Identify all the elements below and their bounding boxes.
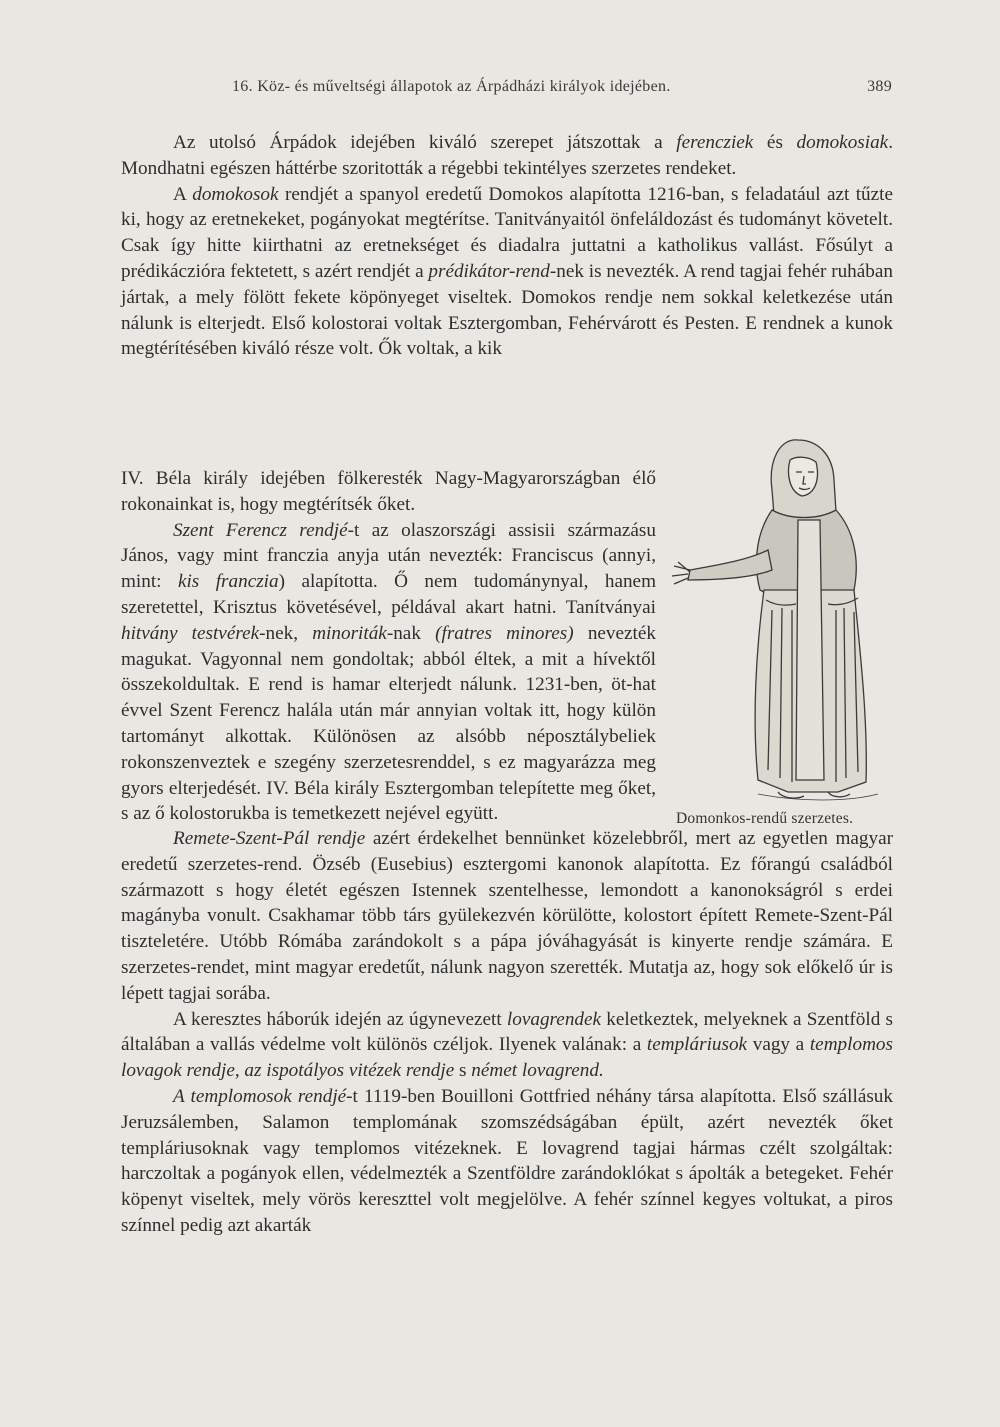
- text-run: keletkeztek, melyeknek a Szentföld s általában a vallás védelme volt különös czéljok. Ilyenek valának: a: [121, 1008, 893, 1056]
- running-header: [232, 78, 892, 96]
- italic-term: templomos lovagok rendje, az ispotályos vitézek rendje: [121, 1034, 893, 1082]
- italic-term: minoriták: [312, 622, 387, 644]
- italic-term: kis franczia: [177, 571, 279, 593]
- text-run: nevezték magukat. Vagyonnal nem gondoltak; abból éltek, a mit a hívektől összekoldultak. E rend is hamar elterjedt nálunk. 1231-ben, öt-hat évvel Szent Ferencz halála után már annyian voltak itt, hogy külön tartományt alkottak. Különösen az alsóbb néposztálybeliek rokonszenveztek e szegény szerzetesrenddel, s ez magyarázza meg gyors elterjedését. IV. Béla király Esztergomban telepítette meg őket, s az ő kolostorukba is temetkezett nejével együtt.: [121, 622, 656, 825]
- figure-caption: Domonkos-rendű szerzetes.: [676, 810, 854, 827]
- text-run: IV. Béla király idejében fölkeresték Nagy-Magyarországban élő rokonainkat is, hogy megtérítsék őket.: [121, 468, 656, 515]
- text-run: Az utolsó Árpádok idejében kiváló szerepet játszottak a: [173, 132, 677, 153]
- italic-term: templáriusok: [646, 1034, 748, 1056]
- text-run: azért érdekelhet bennünket közelebbről, mert az egyetlen magyar eredetű szerzetes-rend. Özséb (Eusebius) esztergomi kanonok alapította. Ez főrangú családból származott s hogy életét egészen Istennek szentelhesse, lemondott a kanonokságról s erdei magányba vonult. Csakhamar több társ gyülekezvén körülötte, kolostort épített Remete-Szent-Pál tiszteletére. Utóbb Rómába zarándokolt s a pápa jóváhagyását is kinyerte rendje számára. E szerzetes-rendet, mint magyar eredetűt, nálunk nagyon szerették. Mutatja az, hogy sok előkelő úr is lépett tagjai sorába.: [121, 828, 893, 1004]
- italic-term: domokosiak: [796, 132, 889, 153]
- paragraph: [121, 130, 893, 182]
- text-run: s: [454, 1060, 472, 1082]
- italic-term: Szent Ferencz rendjé: [173, 519, 348, 541]
- running-title: 16. Köz- és műveltségi állapotok az Árpádházi királyok idejében.: [232, 78, 671, 95]
- text-run: A keresztes háborúk idején az úgynevezett: [173, 1008, 507, 1030]
- text-run: -nak: [386, 622, 436, 644]
- text-run: -t az olaszországi assisii származásu János, vagy mint franczia anyja után nevezték: Franciscus (annyi, mint:: [121, 519, 656, 593]
- italic-term: Remete-Szent-Pál rendje: [173, 828, 366, 849]
- italic-term: (fratres minores): [435, 622, 574, 644]
- text-run: . Mondhatni egészen háttérbe szoritották a régebbi tekintélyes szerzetes rendeket.: [121, 132, 893, 179]
- italic-term: német lovagrend.: [471, 1060, 604, 1082]
- italic-term: domokosok: [192, 183, 279, 205]
- paragraph: [121, 182, 893, 363]
- text-run: ) alapította. Ő nem tudománynyal, hanem szeretettel, Krisztus követésével, példával akart hatni. Tanítványai: [121, 571, 656, 618]
- italic-term: A templomosok rendjé: [173, 1085, 347, 1107]
- text-run: A: [173, 183, 193, 205]
- dominican-monk-engraving: [668, 420, 894, 805]
- text-run: és: [753, 132, 797, 153]
- italic-term: prédikátor-rend: [428, 260, 550, 282]
- text-run: rendjét a spanyol eredetű Domokos alapította 1216-ban, s feladatául azt tűzte ki, hogy az eretnekeket, pogányokat megtérítse. Tanitványaitól önfeláldozást és tudományt követelt. Csak így hitte kiirthatni az eretnekséget és diadalra juttatni a katholikus vallást. Fősúlyt a prédikáczióra fektetett, s azért rendjét a: [121, 183, 893, 282]
- text-block-bottom: [121, 826, 893, 1239]
- page-number: 389: [867, 78, 892, 95]
- text-run: vagy a: [747, 1034, 810, 1056]
- paragraph: [121, 466, 656, 518]
- paragraph: [121, 1007, 893, 1084]
- italic-term: lovagrendek: [506, 1008, 602, 1030]
- text-block-top: [121, 130, 893, 362]
- text-block-beside-figure: [121, 466, 656, 827]
- text-run: -nek is nevezték. A rend tagjai fehér ruhában jártak, a mely fölött fekete köpönyeget viseltek. Domokos rendje nem sokkal keletkezése után nálunk is elterjedt. Első kolostorai voltak Esztergomban, Fehérvárott és Pesten. E rendnek a kunok megtérítésében kiváló része volt. Ők voltak, a kik: [121, 260, 893, 360]
- italic-term: hitvány testvérek: [121, 622, 260, 644]
- text-run: -nek,: [259, 622, 313, 644]
- paragraph: [121, 826, 893, 1007]
- monk-illustration: [668, 420, 894, 805]
- text-run: -t 1119-ben Bouilloni Gottfried néhány társa alapította. Első szállásuk Jeruzsálemben, Salamon templomának szomszédságában épült, azért nevezték őket templáriusoknak vagy templomos vitézeknek. E lovagrend tagjai hármas czélt szolgáltak: harczoltak a pogányok ellen, védelmezték a Szentföldre zarándoklókat s ápolták a betegeket. Fehér köpenyt viseltek, mely vörös kereszttel volt megjelölve. A fehér színnel kegyes voltukat, a piros színnel pedig azt akarták: [121, 1085, 893, 1236]
- paragraph: [121, 518, 656, 828]
- paragraph: [121, 1084, 893, 1239]
- italic-term: ferencziek: [676, 132, 754, 153]
